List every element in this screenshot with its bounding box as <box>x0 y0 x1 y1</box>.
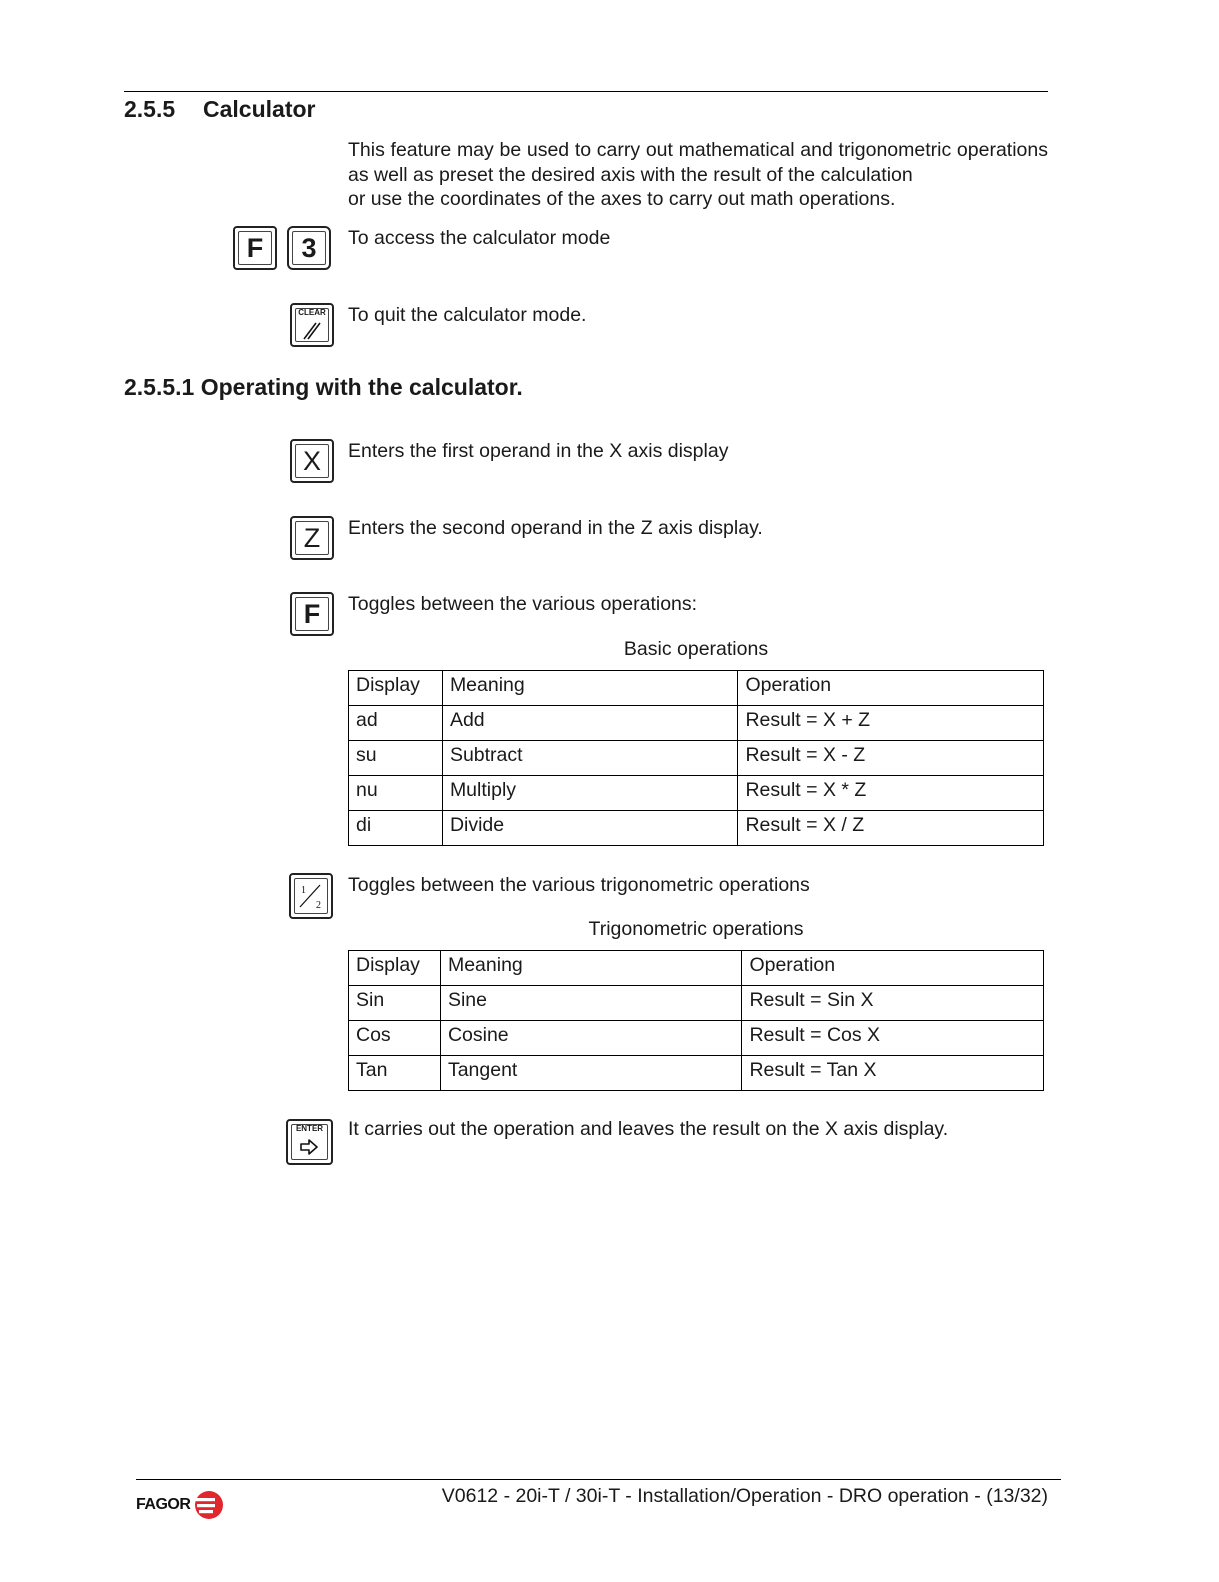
table-row <box>349 706 1044 741</box>
table-cell: Tangent <box>440 1056 742 1091</box>
table-cell: Result = Tan X <box>742 1056 1044 1091</box>
table-cell: Subtract <box>442 741 738 776</box>
f-key-label: F <box>246 232 264 263</box>
table-cell: Cosine <box>440 1021 742 1056</box>
basic-operations-table <box>348 670 1044 846</box>
header-cell: Operation <box>738 671 1044 706</box>
intro-last-line: or use the coordinates of the axes to carry out math operations. <box>348 188 896 210</box>
three-key-icon <box>287 226 331 270</box>
footer-rule <box>136 1479 1061 1480</box>
footer-text: V0612 - 20i-T / 30i-T - Installation/Operation - DRO operation - (13/32) <box>441 1485 1048 1507</box>
enter-arrow-icon <box>299 1137 321 1157</box>
basic-table-caption: Basic operations <box>623 638 769 660</box>
table-cell: ad <box>349 706 443 741</box>
x-key-label: X <box>302 445 321 476</box>
table-cell: Result = X + Z <box>738 706 1044 741</box>
x-key-icon <box>290 439 334 483</box>
table-cell: Result = Sin X <box>742 986 1044 1021</box>
table-cell: Multiply <box>442 776 738 811</box>
table-cell: Result = X - Z <box>738 741 1044 776</box>
intro-paragraph <box>348 138 1048 212</box>
quit-text: To quit the calculator mode. <box>348 304 587 326</box>
f-key-icon <box>233 226 277 270</box>
clear-slash-icon <box>301 319 323 341</box>
toggle-basic-text: Toggles between the various operations: <box>348 593 698 615</box>
fagor-emblem-icon <box>193 1489 225 1521</box>
table-row <box>349 776 1044 811</box>
z-key-label: Z <box>303 522 321 553</box>
table-header-row <box>349 951 1044 986</box>
header-rule <box>124 91 1048 92</box>
enter-text: It carries out the operation and leaves the result on the X axis display. <box>348 1118 949 1140</box>
function-key-icon <box>290 592 334 636</box>
table-row <box>349 741 1044 776</box>
section-heading <box>124 96 315 123</box>
table-cell: Result = Cos X <box>742 1021 1044 1056</box>
logo-wordmark: FAGOR <box>136 1496 191 1513</box>
second-operand-text: Enters the second operand in the Z axis display. <box>348 517 763 539</box>
header-cell: Meaning <box>440 951 742 986</box>
table-cell: di <box>349 811 443 846</box>
table-header-row <box>349 671 1044 706</box>
table-cell: Result = X * Z <box>738 776 1044 811</box>
header-cell: Display <box>349 951 441 986</box>
table-row <box>349 811 1044 846</box>
enter-key-icon <box>286 1119 333 1165</box>
three-key-label: 3 <box>301 232 317 263</box>
fraction-denominator: 2 <box>316 900 321 911</box>
table-cell: Add <box>442 706 738 741</box>
table-cell: nu <box>349 776 443 811</box>
z-key-icon <box>290 516 334 560</box>
trig-operations-table <box>348 950 1044 1091</box>
table-cell: Cos <box>349 1021 441 1056</box>
header-cell: Meaning <box>442 671 738 706</box>
table-cell: Result = X / Z <box>738 811 1044 846</box>
intro-body: This feature may be used to carry out mathematical and trigonometric operations as well as preset the desired axis with the result of the calculation <box>348 139 1048 186</box>
table-cell: Divide <box>442 811 738 846</box>
header-cell: Operation <box>742 951 1044 986</box>
section-title: Calculator <box>203 96 316 122</box>
access-text: To access the calculator mode <box>348 227 611 249</box>
table-row <box>349 1056 1044 1091</box>
first-operand-text: Enters the first operand in the X axis display <box>348 440 729 462</box>
table-cell: Tan <box>349 1056 441 1091</box>
fagor-logo <box>136 1489 225 1521</box>
subsection-heading: 2.5.5.1 Operating with the calculator. <box>124 374 523 400</box>
table-cell: Sine <box>440 986 742 1021</box>
table-row <box>349 986 1044 1021</box>
toggle-trig-text: Toggles between the various trigonometric operations <box>348 874 810 896</box>
clear-key-label: CLEAR <box>298 308 326 317</box>
trig-table-caption: Trigonometric operations <box>588 918 804 940</box>
header-cell: Display <box>349 671 443 706</box>
table-cell: Sin <box>349 986 441 1021</box>
enter-key-label: ENTER <box>295 1124 324 1133</box>
function-key-label: F <box>303 598 321 629</box>
table-row <box>349 1021 1044 1056</box>
clear-key-icon <box>290 303 334 347</box>
table-cell: su <box>349 741 443 776</box>
half-key-icon <box>289 873 333 919</box>
fraction-numerator: 1 <box>301 885 306 896</box>
section-number: 2.5.5 <box>124 96 176 122</box>
fraction-icon <box>296 881 326 911</box>
